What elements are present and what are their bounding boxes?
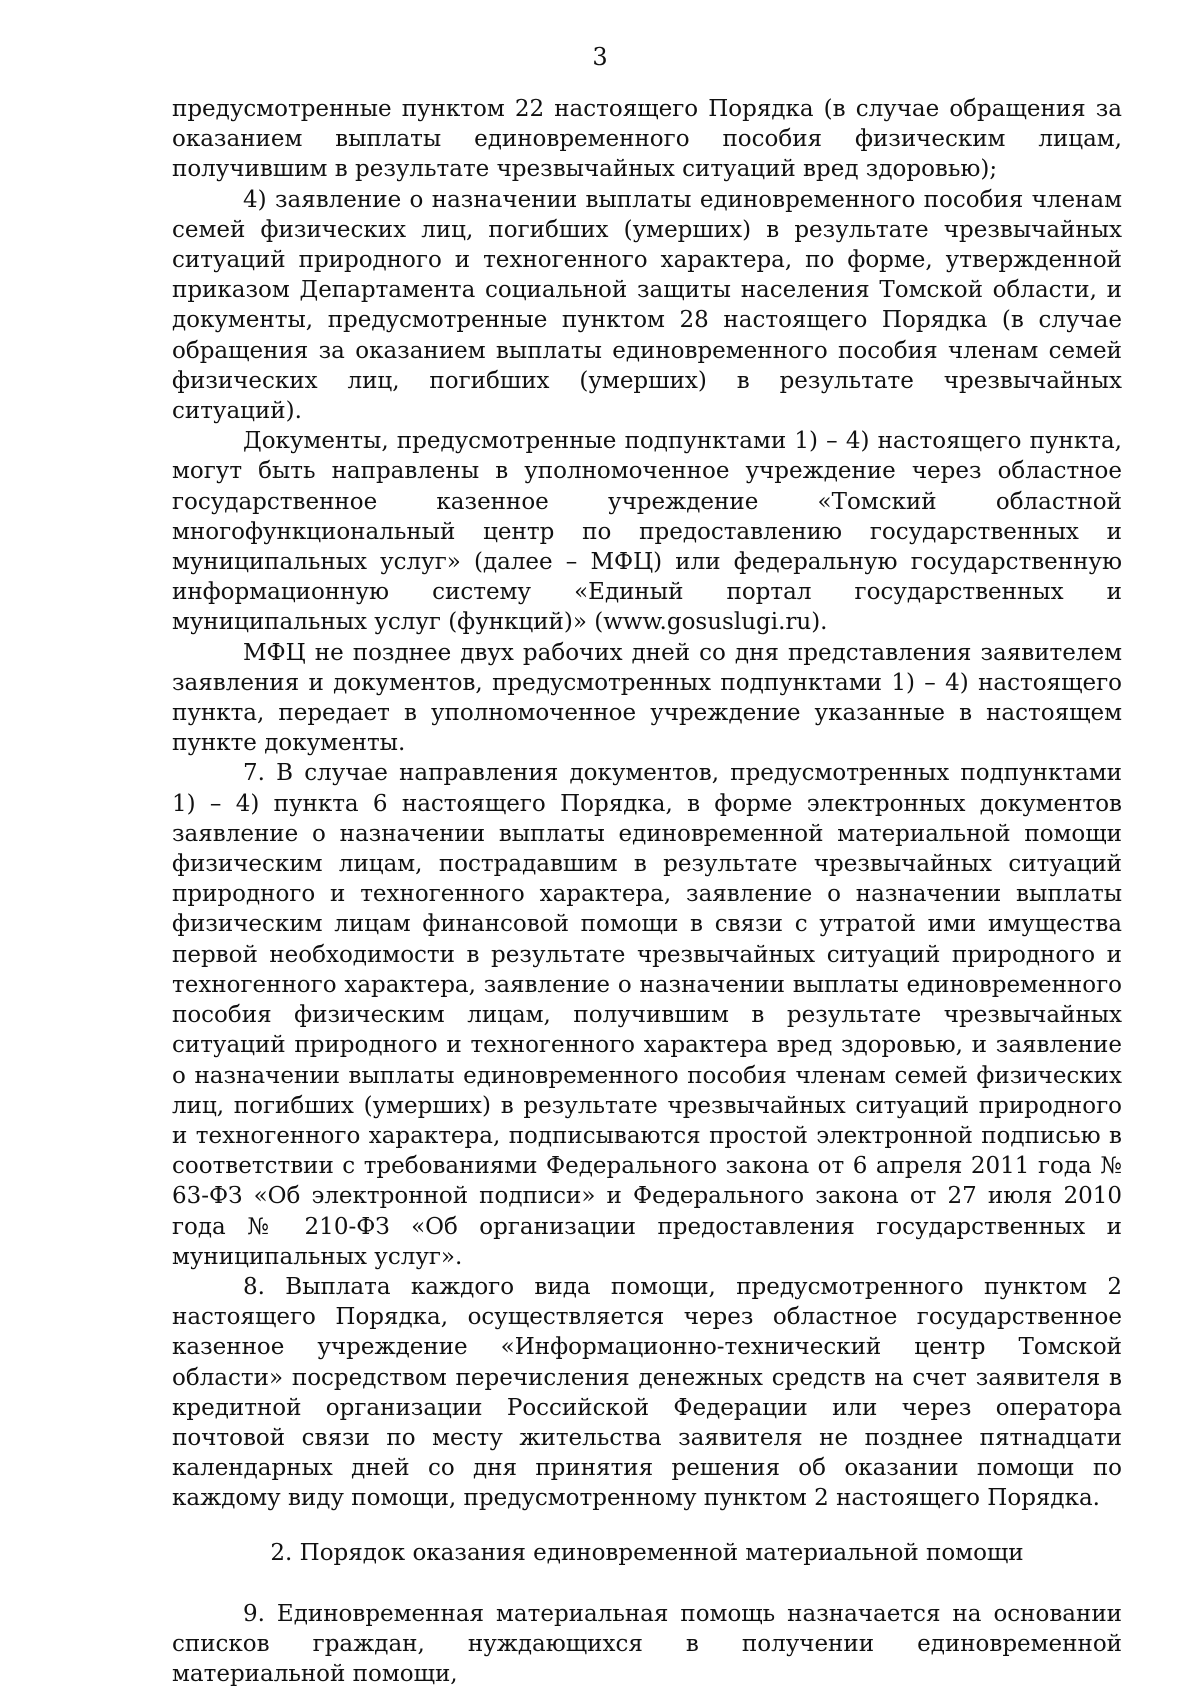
document-body [172, 94, 1122, 1689]
paragraph-clause-9: 9. Единовременная материальная помощь назначается на основании списков граждан, нуждающихся в получении единовременной материальной помощи, [172, 1600, 1122, 1688]
page-number: 3 [592, 43, 608, 71]
paragraph-mfc-transfer: МФЦ не позднее двух рабочих дней со дня представления заявителем заявления и документов, предусмотренных подпунктами 1) – 4) настоящего пункта, передает в уполномоченное учреждение указанные в настоящем пункте документы. [172, 639, 1122, 757]
paragraph-clause-8: 8. Выплата каждого вида помощи, предусмотренного пунктом 2 настоящего Порядка, осуществляется через областное государственное казенное учреждение «Информационно-технический центр Томской области» посредством перечисления денежных средств на счет заявителя в кредитной организации Российской Федерации или через оператора почтовой связи по месту жительства заявителя не позднее пятнадцати календарных дней со дня принятия решения об оказании помощи по каждому виду помощи, предусмотренному пунктом 2 настоящего Порядка. [172, 1273, 1122, 1512]
paragraph-continuation: предусмотренные пунктом 22 настоящего Порядка (в случае обращения за оказанием выплаты единовременного пособия физическим лицам, получившим в результате чрезвычайных ситуаций вред здоровью); [172, 96, 1122, 183]
section-heading: 2. Порядок оказания единовременной материальной помощи [270, 1539, 1024, 1566]
paragraph-clause-7: 7. В случае направления документов, предусмотренных подпунктами 1) – 4) пункта 6 настоящего Порядка, в форме электронных документов заявление о назначении выплаты единовременной материальной помощи физическим лицам, пострадавшим в результате чрезвычайных ситуаций природного и техногенного характера, заявление о назначении выплаты физическим лицам финансовой помощи в связи с утратой ими имущества первой необходимости в результате чрезвычайных ситуаций природного и техногенного характера, заявление о назначении выплаты единовременного пособия физическим лицам, получившим в результате чрезвычайных ситуаций природного и техногенного характера вред здоровью, и заявление о назначении выплаты единовременного пособия членам семей физических лиц, погибших (умерших) в результате чрезвычайных ситуаций природного и техногенного характера, подписываются простой электронной подписью в соответствии с требованиями Федерального закона от 6 апреля 2011 года № 63-ФЗ «Об электронной подписи» и Федерального закона от 27 июля 2010 года № 210-ФЗ «Об организации предоставления государственных и муниципальных услуг». [172, 760, 1122, 1270]
paragraph-documents-submission: Документы, предусмотренные подпунктами 1) – 4) настоящего пункта, могут быть направлены в уполномоченное учреждение через областное государственное казенное учреждение «Томский областной многофункциональный центр по предоставлению государственных и муниципальных услуг» (далее – МФЦ) или федеральную государственную информационную систему «Единый портал государственных и муниципальных услуг (функций)» (www.gosuslugi.ru). [172, 428, 1122, 636]
paragraph-item-4: 4) заявление о назначении выплаты единовременного пособия членам семей физических лиц, погибших (умерших) в результате чрезвычайных ситуаций природного и техногенного характера, по форме, утвержденной приказом Департамента социальной защиты населения Томской области, и документы, предусмотренные пунктом 28 настоящего Порядка (в случае обращения за оказанием выплаты единовременного пособия членам семей физических лиц, погибших (умерших) в результате чрезвычайных ситуаций). [172, 186, 1122, 425]
